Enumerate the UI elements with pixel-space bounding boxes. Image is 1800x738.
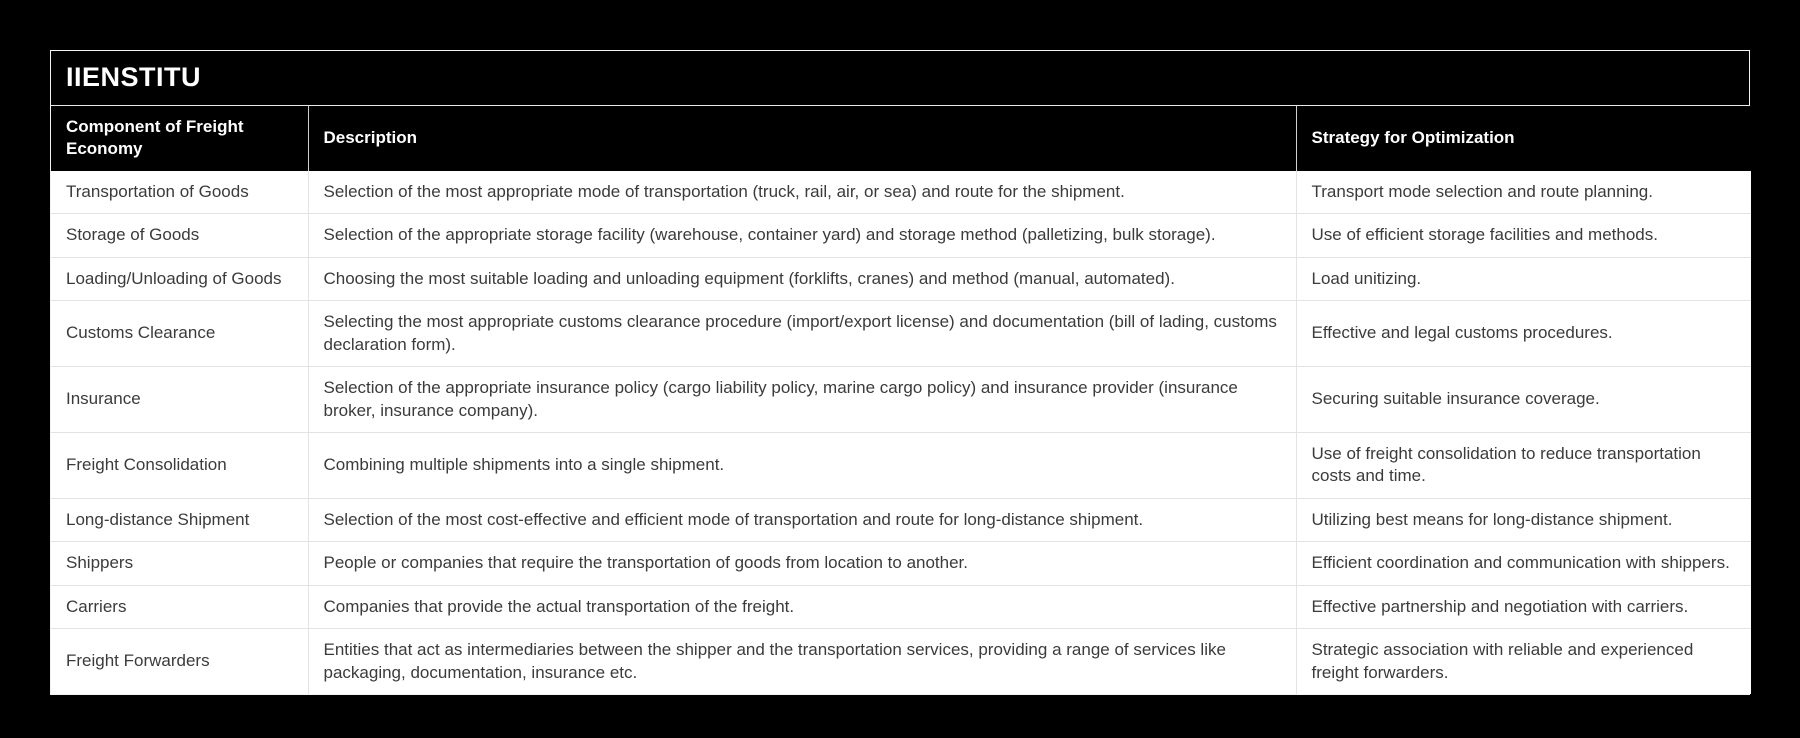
component-cell: Insurance <box>51 367 308 433</box>
strategy-cell: Strategic association with reliable and experienced freight forwarders. <box>1296 629 1751 694</box>
brand-title-bar <box>51 51 1749 106</box>
strategy-cell: Utilizing best means for long-distance shipment. <box>1296 498 1751 541</box>
strategy-cell: Effective and legal customs procedures. <box>1296 301 1751 367</box>
description-cell: Selection of the appropriate storage facility (warehouse, container yard) and storage method (palletizing, bulk storage). <box>308 214 1296 257</box>
table-row <box>51 257 1751 300</box>
table-row <box>51 432 1751 498</box>
strategy-cell: Transport mode selection and route planning. <box>1296 171 1751 214</box>
description-cell: Choosing the most suitable loading and unloading equipment (forklifts, cranes) and method (manual, automated). <box>308 257 1296 300</box>
column-header-strategy: Strategy for Optimization <box>1296 106 1751 171</box>
strategy-cell: Securing suitable insurance coverage. <box>1296 367 1751 433</box>
column-header-component: Component of Freight Economy <box>51 106 308 171</box>
table-row <box>51 498 1751 541</box>
column-header-description: Description <box>308 106 1296 171</box>
brand-title: IIENSTITU <box>66 62 202 92</box>
strategy-cell: Effective partnership and negotiation with carriers. <box>1296 585 1751 628</box>
component-cell: Shippers <box>51 542 308 585</box>
table-row <box>51 542 1751 585</box>
strategy-cell: Load unitizing. <box>1296 257 1751 300</box>
strategy-cell: Efficient coordination and communication with shippers. <box>1296 542 1751 585</box>
component-cell: Freight Forwarders <box>51 629 308 694</box>
component-cell: Freight Consolidation <box>51 432 308 498</box>
description-cell: Selection of the most appropriate mode of transportation (truck, rail, air, or sea) and route for the shipment. <box>308 171 1296 214</box>
freight-economy-table <box>51 106 1751 694</box>
description-cell: Entities that act as intermediaries between the shipper and the transportation services, providing a range of services like packaging, documentation, insurance etc. <box>308 629 1296 694</box>
component-cell: Transportation of Goods <box>51 171 308 214</box>
component-cell: Loading/Unloading of Goods <box>51 257 308 300</box>
freight-table-card <box>50 50 1750 695</box>
table-row <box>51 171 1751 214</box>
description-cell: Selection of the most cost-effective and efficient mode of transportation and route for long-distance shipment. <box>308 498 1296 541</box>
table-row <box>51 629 1751 694</box>
strategy-cell: Use of freight consolidation to reduce transportation costs and time. <box>1296 432 1751 498</box>
table-row <box>51 367 1751 433</box>
table-row <box>51 585 1751 628</box>
description-cell: People or companies that require the transportation of goods from location to another. <box>308 542 1296 585</box>
description-cell: Companies that provide the actual transportation of the freight. <box>308 585 1296 628</box>
component-cell: Carriers <box>51 585 308 628</box>
table-row <box>51 214 1751 257</box>
description-cell: Combining multiple shipments into a single shipment. <box>308 432 1296 498</box>
description-cell: Selection of the appropriate insurance policy (cargo liability policy, marine cargo policy) and insurance provider (insurance broker, insurance company). <box>308 367 1296 433</box>
component-cell: Storage of Goods <box>51 214 308 257</box>
component-cell: Customs Clearance <box>51 301 308 367</box>
header-row <box>51 106 1751 171</box>
strategy-cell: Use of efficient storage facilities and methods. <box>1296 214 1751 257</box>
component-cell: Long-distance Shipment <box>51 498 308 541</box>
description-cell: Selecting the most appropriate customs clearance procedure (import/export license) and documentation (bill of lading, customs declaration form). <box>308 301 1296 367</box>
table-row <box>51 301 1751 367</box>
